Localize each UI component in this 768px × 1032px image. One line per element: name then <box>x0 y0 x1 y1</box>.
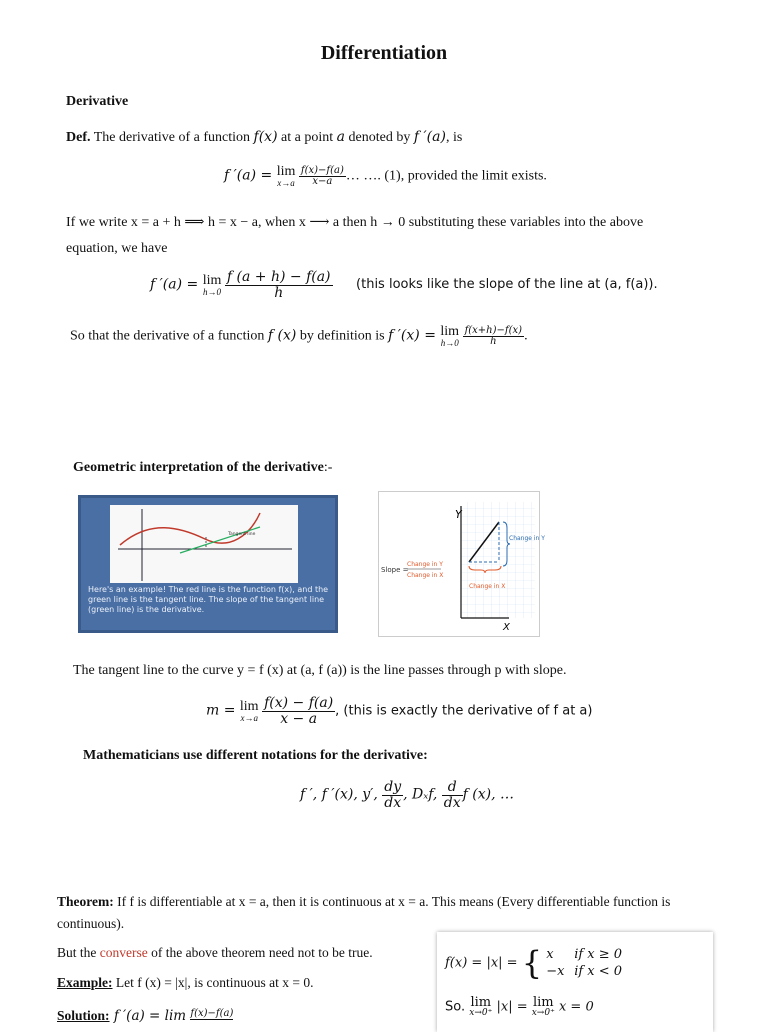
brace-icon: { <box>521 944 543 982</box>
notations-equation <box>300 780 514 810</box>
eq4-denominator: x − a <box>280 710 318 727</box>
definition-summary <box>70 325 528 348</box>
notations-pre: f ′, f ′(x), y′, <box>300 786 383 803</box>
notations-heading: Mathematicians use different notations for the derivative: <box>83 748 428 763</box>
slope-svg <box>379 492 545 636</box>
paragraph-line: If we write x = a + h ⟹ h = x − a, when x ⟶ a then h → 0 substituting these variables into the above <box>66 215 644 230</box>
case1-condition: if x ≥ 0 <box>574 947 623 962</box>
case1-value: x <box>546 947 554 962</box>
eq1-lhs: f ′(a) = <box>224 167 277 184</box>
def-label: Def. <box>66 130 91 145</box>
solution-line <box>57 1008 233 1024</box>
notation-frac-den: dx <box>384 794 402 811</box>
eq2-lim: lim <box>202 272 222 288</box>
theorem-label: Theorem: <box>57 894 114 909</box>
absolute-value-box <box>437 932 713 1032</box>
tangent-plot <box>110 505 298 583</box>
box-mid: |x| = <box>496 999 532 1015</box>
axis-y-label: Y <box>455 508 462 521</box>
eq3-end: . <box>524 328 528 344</box>
box-lim1: lim <box>470 995 492 1010</box>
converse-text: of the above theorem need not to be true. <box>147 945 373 960</box>
para3-text: So that the derivative of a function <box>70 328 268 344</box>
eq2-lim-sub: h→0 <box>203 286 222 297</box>
eq3-lim-sub: h→0 <box>440 338 459 348</box>
page-title: Differentiation <box>320 42 448 64</box>
para3-text: by definition is <box>296 328 389 344</box>
equation-2 <box>150 270 658 300</box>
tangent-label: Tangent line <box>228 532 256 537</box>
box-lim1-sub: x→0⁺ <box>469 1008 493 1018</box>
def-text: at a point <box>277 130 337 145</box>
eq2-numerator: f (a + h) − f(a) <box>226 269 331 285</box>
slope-label: Slope = <box>381 566 409 574</box>
geometric-heading-bold: Geometric interpretation of the derivative <box>73 460 324 475</box>
box-lim2-sub: x→0⁺ <box>531 1008 555 1018</box>
abs-lhs: f(x) = |x| = <box>445 955 522 971</box>
eq1-denominator: x−a <box>312 176 333 187</box>
converse-word: converse <box>99 945 148 960</box>
def-fx: f(x) <box>253 129 278 145</box>
solution-text: f ′(a) = lim <box>109 1008 191 1024</box>
case2-value: −x <box>546 964 565 979</box>
eq4-lim-sub: x→a <box>240 712 258 723</box>
def-fpa: f ′(a) <box>413 129 446 145</box>
converse-text: But the <box>57 945 100 960</box>
tangent-plot-svg <box>110 505 298 583</box>
grid-area <box>461 502 535 618</box>
notation-frac-den: dx <box>443 794 461 811</box>
case2-condition: if x < 0 <box>574 964 623 979</box>
def-text: denoted by <box>345 130 414 145</box>
eq4-numerator: f(x) − f(a) <box>264 695 334 711</box>
solution-numerator: f(x)−f(a) <box>190 1008 234 1019</box>
def-a: a <box>336 129 346 145</box>
paragraph-line: equation, we have <box>66 241 168 256</box>
eq3-lim: lim <box>440 324 460 339</box>
paragraph-substitution <box>66 210 706 262</box>
notations-mid: , Dₓf, <box>403 786 442 803</box>
eq3-denominator: h <box>490 336 497 347</box>
theorem-line: continuous). <box>57 916 125 931</box>
change-x-label: Change in X <box>469 583 506 590</box>
eq4-lim: lim <box>239 698 259 714</box>
example-line <box>57 975 313 991</box>
equation-1 <box>224 165 547 188</box>
eq2-lhs: f ′(a) = <box>150 276 203 293</box>
geometric-heading-tail: :- <box>323 460 333 475</box>
slope-figure <box>378 491 545 637</box>
abs-definition <box>445 946 622 980</box>
definition-line <box>66 129 462 146</box>
equation-4 <box>206 696 592 726</box>
eq1-lim: lim <box>276 164 296 179</box>
converse-line <box>57 945 373 961</box>
notations-post: f (x), … <box>462 786 515 803</box>
tangent-line-text: The tangent line to the curve y = f (x) at (a, f (a)) is the line passes through p with slope. <box>73 663 567 678</box>
slope-frac-num: Change in Y <box>407 561 443 568</box>
theorem-text: If f is differentiable at x = a, then it is continuous at x = a. This means (Every differentiable function is <box>113 894 671 909</box>
eq1-numerator: f(x)−f(a) <box>300 164 344 176</box>
change-y-label: Change in Y <box>509 535 545 542</box>
theorem-line <box>57 891 707 913</box>
eq3-lhs: f ′(x) = <box>388 327 441 344</box>
geometric-heading <box>73 460 332 476</box>
axis-x-label: X <box>503 622 510 633</box>
function-curve <box>120 513 260 545</box>
box-end: x = 0 <box>558 999 594 1015</box>
theorem <box>57 891 707 935</box>
para3-fx: f (x) <box>267 327 297 344</box>
box-lim2: lim <box>532 995 554 1010</box>
figure-caption: Here's an example! The red line is the function f(x), and the green line is the tangent line. The slope of the tangent line (green line) is the derivative. <box>88 585 329 614</box>
eq2-note: (this looks like the slope of the line at (a, f(a)). <box>356 277 658 293</box>
example-text: Let f (x) = |x|, is continuous at x = 0. <box>112 975 314 990</box>
def-text: , is <box>445 130 463 145</box>
eq3-numerator: f(x+h)−f(x) <box>464 324 523 336</box>
eq1-tail: … …. (1), provided the limit exists. <box>345 168 547 184</box>
eq2-denominator: h <box>274 284 284 301</box>
eq4-lhs: m = <box>206 702 240 719</box>
eq4-note: , (this is exactly the derivative of f at a) <box>335 703 593 719</box>
so-label: So. <box>445 999 466 1015</box>
eq1-lim-sub: x→a <box>277 178 295 188</box>
abs-limit <box>445 996 594 1018</box>
section-heading-derivative: Derivative <box>66 94 129 109</box>
def-text: The derivative of a function <box>90 130 254 145</box>
solution-label: Solution: <box>57 1008 110 1023</box>
tangent-line-figure <box>78 495 338 633</box>
example-label: Example: <box>57 975 113 990</box>
notation-frac-num: dy <box>384 779 402 795</box>
notation-frac-num: d <box>442 780 463 796</box>
slope-frac-den: Change in X <box>407 572 444 579</box>
